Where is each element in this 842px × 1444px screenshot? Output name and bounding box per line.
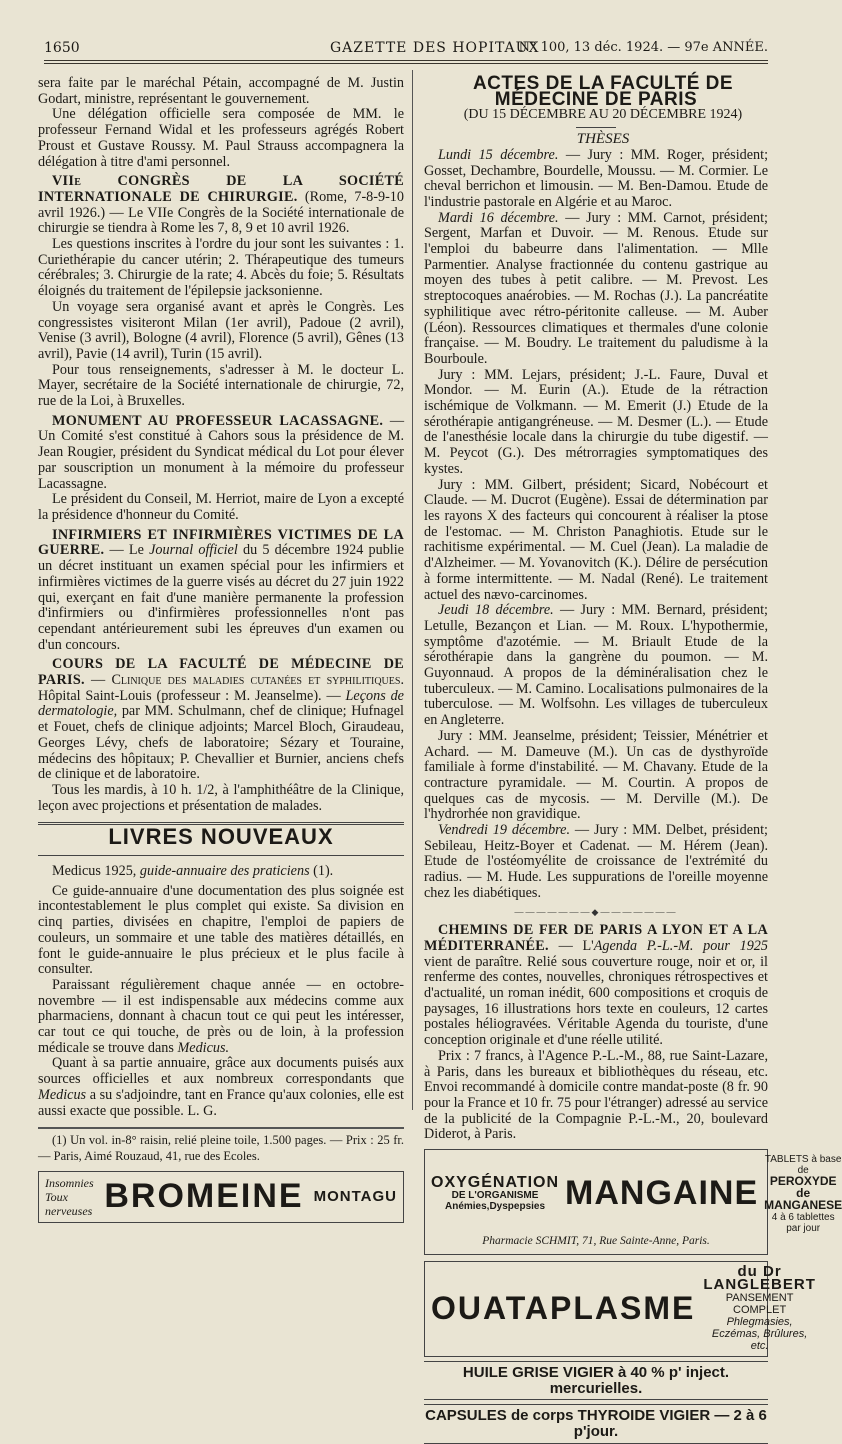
ad-right-text: TABLETS à base de PEROXYDE de MANGANESE 4 à 6 tablettes par jour <box>764 1154 842 1235</box>
paragraph: Paraissant régulièrement chaque année — en octobre-novembre — il est indispensable aux médecins comme aux pharmaciens, donnant à chacun tout ce qui peut les intéresser, car tout ce qui touche, de près ou de loin, à la profession médicale se trouve dans Medicus. <box>38 976 404 1056</box>
section-title: INFIRMIERS ET INFIRMIÈRES VICTIMES DE LA GUERRE. <box>38 526 404 559</box>
ad-left-text: OXYGÉNATION DE L'ORGANISME Anémies,Dyspepsies <box>431 1173 560 1212</box>
ad-brand: MANGAINE <box>565 1174 759 1213</box>
ad-indications: Insomnies Toux nerveuses <box>45 1175 94 1218</box>
section-heading-box <box>38 822 404 856</box>
paragraph: Une délégation officielle sera composée de MM. le professeur Fernand Widal et les professeurs agrégés Robert Proust et Gustave Roussy. M. Paul Strauss accompagnera la délégation à titre d'ami personnel. <box>38 106 404 170</box>
signature: L. G. <box>187 1102 217 1119</box>
paragraph: Jeudi 18 décembre. — Jury : MM. Bernard, président; Letulle, Bezançon et Lian. — M. Roux. L'hypothermie, symptôme d'azotémie. — M. Briault Etude de la sérothérapie dans la gangrène du poumon. — M. Guyonnaud. A propos de la déminéralisation chez le tuberculeux. — M. Camino. Localisations pulmonaires de la tuberculose. — M. Wolfsohn. Les villages de tuberculeux en Angleterre. <box>424 602 768 729</box>
ouataplasme-ad <box>424 1261 816 1357</box>
footnote: (1) Un vol. in-8° raisin, relié pleine toile, 1.500 pages. — Prix : 25 fr. — Paris, Aimé Rouzaud, 41, rue des Ecoles. <box>38 1133 404 1163</box>
news-item: VIIe CONGRÈS DE LA SOCIÉTÉ INTERNATIONALE DE CHIRURGIE. (Rome, 7-8-9-10 avril 1926.) — Le VIIe Congrès de la Société internationale de chirurgie se tiendra à Rome les 7, 8, 9 et 10 avril 1926. <box>38 173 404 237</box>
paragraph: Jury : MM. Jeanselme, président; Teissier, Ménétrier et Achard. — M. Dameuve (M.). Un cas de dysthyroïde familiale à forme d'instabilité. — M. Chavany. Etude de la contracture pyramidale. — M. Courtin. A propos de quelques cas de mycosis. — M. Derville (M.). De l'hydrorhée non gravidique. <box>424 727 768 823</box>
short-rule <box>576 127 616 128</box>
issue-info: N° 100, 13 déc. 1924. — 97e ANNÉE. <box>518 40 768 55</box>
paragraph: Ce guide-annuaire d'une documentation des plus soignée est incontestablement le plus complet qui existe. Sa division en cinq parties, divisées en chapitre, l'emploi de papiers de couleurs, un sommaire et une table des matières détaillés, en font le guide-annuaire le plus précieux et le plus facile à consulter. <box>38 882 404 978</box>
paragraph: Jury : MM. Gilbert, président; Sicard, Nobécourt et Claude. — M. Ducrot (Eugène). Essai de détermination par les rayons X des facteurs qui concourent à réaliser la ptose de l'estomac. — M. Christon Panaghiotis. Etude sur le rachitisme expérimental. — M. Cuel (Jean). La maladie de d'Alzheimer. — M. Yovanovitch (K.). Délire de persécution à forme intermittente. — M. Nadal (René). Le traitement actuel des nævo-carcinomes. <box>424 476 768 603</box>
section-heading: LIVRES NOUVEAUX <box>108 824 334 850</box>
section-title: CHEMINS DE FER DE PARIS A LYON ET A LA MÉDITERRANÉE. <box>424 922 768 954</box>
ad-brand: OUATAPLASME <box>431 1289 696 1326</box>
paragraph: Tous les mardis, à 10 h. 1/2, à l'amphithéâtre de la Clinique, leçon avec projections et présentation de malades. <box>38 781 404 814</box>
paragraph: Un voyage sera organisé avant et après le Congrès. Les congressistes visiteront Milan (1er avril), Padoue (2 avril), Venise (3 avril), Bologne (4 avril), Florence (5 avril), Gênes (13 avril), Pavie (14 avril), Turin (15 avril). <box>38 298 404 362</box>
left-column <box>38 76 404 1223</box>
column-divider <box>412 70 413 1110</box>
bromeine-ad <box>38 1171 404 1223</box>
paragraph: Pour tous renseignements, s'adresser à M. le docteur L. Mayer, secrétaire de la Société internationale de chirurgie, 72, rue de la Loi, à Bruxelles. <box>38 361 404 410</box>
huile-grise-ad: HUILE GRISE VIGIER à 40 % p' inject. mercurielles. <box>424 1361 768 1400</box>
paragraph: Jury : MM. Lejars, président; J.-L. Faure, Duval et Mondor. — M. Eurin (A.). Etude de la rétraction ischémique de Volkmann. — M. Emerit (J.) Etude de la sérothérapie antigangréneuse. — M. Desmer (L.). — Etude de l'anesthésie locale dans la chirurgie du tube digestif. — M. Peycot (G.). Des métrorragies symptomatiques des kystes. <box>424 366 768 477</box>
section-title: MONUMENT AU PROFESSEUR LACASSAGNE. <box>52 412 384 429</box>
news-item: CHEMINS DE FER DE PARIS A LYON ET A LA MÉDITERRANÉE. — L'Agenda P.-L.-M. pour 1925 vient de paraître. Relié sous couverture rouge, noir et or, il renferme des contes, nouvelles, chroniques rétrospectives et d'actualité, un roman inédit, 600 compositions et croquis de paysages, 16 illustrations hors texte en couleurs, 12 cartes postales héliogravées. Véritable Agenda du touriste, d'une conception originale et d'une réelle utilité. <box>424 922 768 1049</box>
mangaine-ad <box>424 1149 842 1255</box>
paragraph: Le président du Conseil, M. Herriot, maire de Lyon a excepté la présidence d'honneur du Comité. <box>38 491 404 523</box>
capsules-thyroide-ad: CAPSULES de corps THYROIDE VIGIER — 2 à 6 p'jour. <box>424 1404 768 1443</box>
section-title: COURS DE LA FACULTÉ DE MÉDECINE DE PARIS. <box>38 656 404 689</box>
paragraph: Quant à sa partie annuaire, grâce aux documents puisés aux sources officielles et aux nombreux correspondants que Medicus a su s'adjoindre, tant en France qu'aux colonies, elle est aussi exacte que possible. L. G. <box>38 1055 404 1119</box>
section-heading: ACTES DE LA FACULTÉ DE MÉDECINE DE PARIS <box>472 73 734 110</box>
paragraph: sera faite par le maréchal Pétain, accompagné de M. Justin Godart, ministre, représentant le gouvernement. <box>38 75 404 107</box>
ornament-rule: ———————◆——————— <box>514 906 678 917</box>
news-item: MONUMENT AU PROFESSEUR LACASSAGNE. — Un Comité s'est constitué à Cahors sous la présidence de M. Jean Rougier, président du Syndicat médical du Lot pour élever par souscription un monument à la mémoire du professeur Lacassagne. <box>38 412 405 492</box>
journal-title: GAZETTE DES HOPITAUX <box>330 40 540 56</box>
ad-pharmacy: Pharmacie SCHMIT, 71, Rue Sainte-Anne, Paris. <box>482 1235 710 1248</box>
paragraph: Les questions inscrites à l'ordre du jour sont les suivantes : 1. Curiethérapie du cancer utérin; 2. Thérapeutique des tumeurs cérébrales; 3. Chirurgie de la rate; 4. Abcès du foie; 5. Résultats éloignés du traitement de l'épilepsie jacksonienne. <box>38 236 404 300</box>
footnote-rule <box>38 1127 404 1129</box>
theses-heading: THÈSES <box>576 131 630 148</box>
header-rule <box>44 60 768 61</box>
news-item: COURS DE LA FACULTÉ DE MÉDECINE DE PARIS. — Clinique des maladies cutanées et syphilitiques. Hôpital Saint-Louis (professeur : M. Jeanselme). — Leçons de dermatologie, par MM. Schulmann, chef de clinique; Hufnagel et Fouet, chefs de clinique adjoints; Marcel Bloch, Giraudeau, Georges Lévy, chefs de laboratoire; Sézary et Touraine, médecins des hôpitaux; P. Chevallier et Burnier, anciens chefs de clinique et de laboratoire. <box>38 656 404 783</box>
paragraph: Vendredi 19 décembre. — Jury : MM. Delbet, président; Sebileau, Heitz-Boyer et Cadenat. — M. Hérem (Jean). Etude de l'ostéomyélite de croissance de l'extrémité du radius. — M. Hude. Les suppurations de l'oreille moyenne chez les diabétiques. <box>424 822 768 901</box>
book-heading: Medicus 1925, guide-annuaire des praticiens (1). <box>52 863 334 880</box>
section-subheading: (DU 15 DÉCEMBRE AU 20 DÉCEMBRE 1924) <box>463 107 743 123</box>
page-header <box>44 38 768 60</box>
page-number: 1650 <box>44 40 80 56</box>
section-title: VIIe CONGRÈS DE LA SOCIÉTÉ INTERNATIONALE DE CHIRURGIE. <box>38 173 404 205</box>
right-column <box>424 73 842 1444</box>
ad-right-text: du Dr LANGLEBERT PANSEMENT COMPLET Phlegmasies, Eczémas, Brûlures, etc. <box>703 1262 816 1352</box>
header-rule-2 <box>44 63 768 64</box>
ad-brand: BROMEINE <box>104 1176 304 1215</box>
paragraph: Prix : 7 francs, à l'Agence P.-L.-M., 88, rue Saint-Lazare, à Paris, dans les bureaux et bibliothèques du réseau, etc. Envoi recommandé à domicile contre mandat-poste (8 fr. 90 pour la France et 10 fr. 75 pour l'étranger) adressé au service de la publicité de la Compagnie P.-L.-M., 20, boulevard Diderot, à Paris. <box>424 1047 768 1143</box>
paragraph: Mardi 16 décembre. — Jury : MM. Carnot, président; Sergent, Marfan et Duvoir. — M. Renous. Etude sur l'emploi du babeurre dans l'alimentation. — Mlle Parmentier. Analyse fractionnée du contenu gastrique au moyen des tubes à petit calibre. — M. Prevost. Les streptocoques anaérobies. — M. Rochas (J.). La pancréatite syphilitique avec rétro-péritonite calleuse. — M. Auber (Léon). Ressources climatiques et thermales d'une colonie française. — M. Boudry. Le traitement du paludisme à la Bourboule. <box>424 209 768 367</box>
paragraph: Lundi 15 décembre. — Jury : MM. Roger, président; Gosset, Dechambre, Bourdelle, Moussu. — M. Cormier. Le cheval berrichon et limousin. — M. Ben-Damou. Etude de l'industrie pastorale en Algérie et au Maroc. <box>424 146 769 210</box>
news-item: INFIRMIERS ET INFIRMIÈRES VICTIMES DE LA GUERRE. — Le Journal officiel du 5 décembre 1924 publie un décret instituant un examen spécial pour les infirmiers et infirmières victimes de la guerre visés au décret du 27 juin 1922 qui, exerçant en fait d'une manière permanente la profession d'infirmiers ou d'infirmières professionnelles n'ont pas cependant antérieurement subi les épreuves d'un examen ou d'un concours. <box>38 526 404 653</box>
ad-maker: MONTAGU <box>313 1187 397 1205</box>
